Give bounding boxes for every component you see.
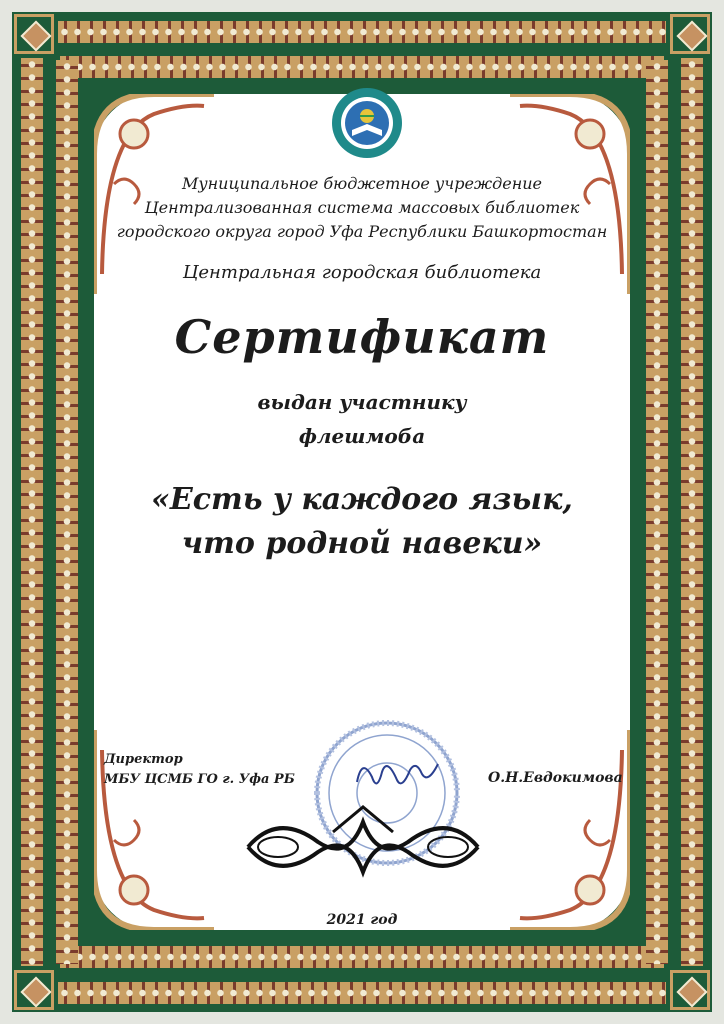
director-org: МБУ ЦСМБ ГО г. Уфа РБ: [104, 772, 295, 787]
inner-right-chain: [646, 60, 668, 964]
library-name: Центральная городская библиотека: [182, 262, 542, 283]
director-block: [104, 750, 295, 790]
inner-top-chain: [60, 56, 664, 78]
corner-ornament-icon: [670, 14, 710, 54]
bottom-chain-border: [58, 982, 666, 1004]
top-chain-border: [58, 21, 666, 43]
corner-ornament-icon: [14, 970, 54, 1010]
left-chain-border: [21, 58, 43, 966]
right-chain-border: [681, 58, 703, 966]
issued-to-text: выдан участнику: [257, 390, 467, 414]
organization-name: [94, 172, 630, 244]
handwritten-signature: [352, 752, 442, 802]
event-line: что родной навеки»: [181, 526, 543, 561]
bottom-right-arch-ornament: [510, 730, 630, 930]
signer-name: О.Н.Евдокимова: [488, 770, 623, 786]
corner-ornament-icon: [14, 14, 54, 54]
library-emblem-icon: [330, 86, 404, 160]
org-line: городского округа город Уфа Республики Башкортостан: [116, 222, 608, 241]
certificate-year: 2021 год: [326, 912, 398, 928]
event-name: [94, 478, 630, 566]
director-title: Директор: [104, 752, 183, 767]
org-line: Централизованная система массовых библиотек: [144, 198, 580, 217]
inner-bottom-chain: [60, 946, 664, 968]
decorative-flourish: [238, 802, 488, 892]
event-line: «Есть у каждого язык,: [151, 482, 573, 517]
corner-ornament-icon: [670, 970, 710, 1010]
event-type-text: флешмоба: [298, 424, 426, 448]
certificate-title: Сертификат: [174, 310, 550, 364]
inner-left-chain: [56, 60, 78, 964]
org-line: Муниципальное бюджетное учреждение: [181, 174, 543, 193]
